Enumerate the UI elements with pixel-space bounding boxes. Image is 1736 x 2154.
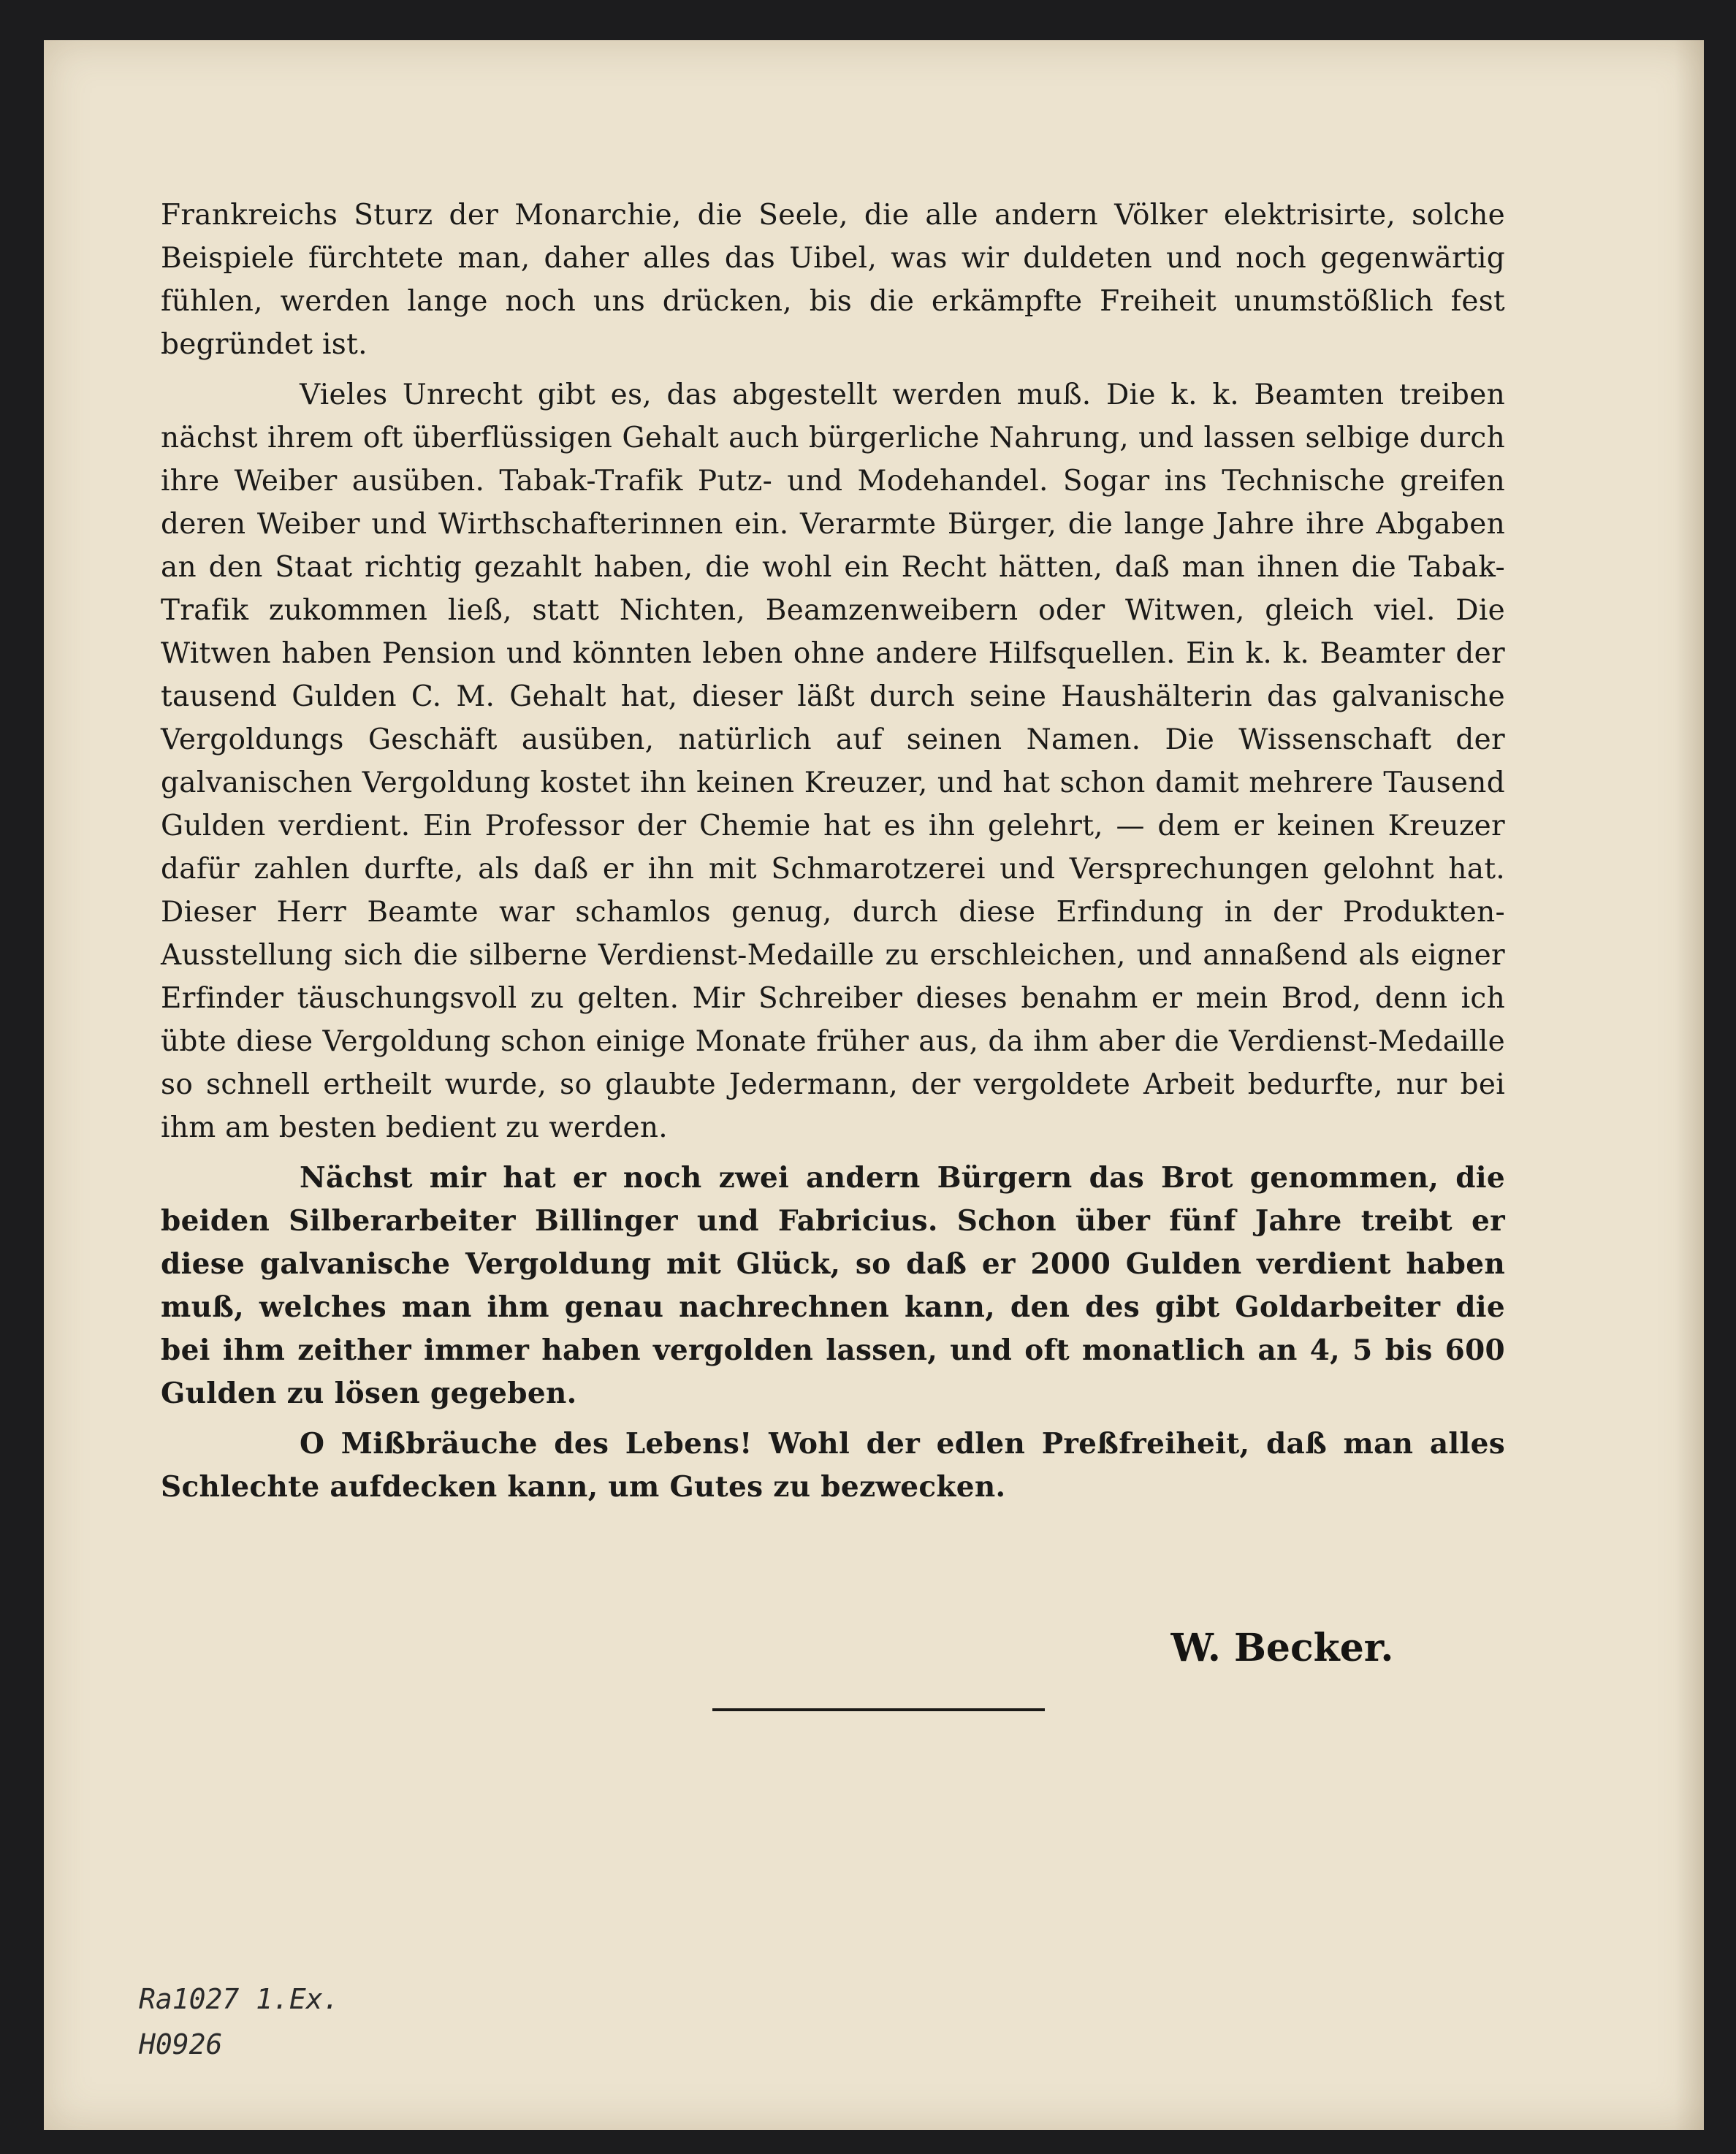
paper-edge-shadow — [1675, 40, 1704, 2130]
paragraph-3: Nächst mir hat er noch zwei andern Bürgern das Brot genommen, die beiden Silberarbeiter Billinger und Fabricius. Schon über fünf Jahre treibt er diese galvanische Vergoldung mit Glück, so daß er 2000 Gulden verdient haben muß, welches man ihm genau nachrechnen kann, den des gibt Goldarbeiter die bei ihm zeither immer haben vergolden lassen, und oft monatlich an 4, 5 bis 600 Gulden zu lösen gegeben. — [161, 1161, 1505, 1410]
closing-rule — [712, 1708, 1045, 1711]
signature: W. Becker. — [1170, 1626, 1394, 1670]
document-body — [161, 194, 1505, 1516]
paragraph-2: Vieles Unrecht gibt es, das abgestellt werden muß. Die k. k. Beamten treiben nächst ihrem oft überflüssigen Gehalt auch bürgerliche Nahrung, und lassen selbige durch ihre Weiber ausüben. Tabak-Trafik Putz- und Modehandel. Sogar ins Technische greifen deren Weiber und Wirthschafterinnen ein. Verarmte Bürger, die lange Jahre ihre Abgaben an den Staat richtig gezahlt haben, die wohl ein Recht hätten, daß man ihnen die Tabak-Trafik zukommen ließ, statt Nichten, Beamzenweibern oder Witwen, gleich viel. Die Witwen haben Pension und könnten leben ohne andere Hilfsquellen. Ein k. k. Beamter der tausend Gulden C. M. Gehalt hat, dieser läßt durch seine Haushälterin das galvanische Vergoldungs Geschäft ausüben, natürlich auf seinen Namen. Die Wissenschaft der galvanischen Vergoldung kostet ihn keinen Kreuzer, und hat schon damit mehrere Tausend Gulden verdient. Ein Professor der Chemie hat es ihn gelehrt, — dem er keinen Kreuzer dafür zahlen durfte, als daß er ihn mit Schmarotzerei und Versprechungen gelohnt hat. Dieser Herr Beamte war schamlos genug, durch diese Erfindung in der Produkten-Ausstellung sich die silberne Verdienst-Medaille zu erschleichen, und annaßend als eigner Erfinder täuschungsvoll zu gelten. Mir Schreiber dieses benahm er mein Brod, denn ich übte diese Vergoldung schon einige Monate früher aus, da ihm aber die Verdienst-Medaille so schnell ertheilt wurde, so glaubte Jedermann, der vergoldete Arbeit bedurfte, nur bei ihm am besten bedient zu werden. — [161, 378, 1505, 1144]
shelfmark-line-1: Ra1027 1.Ex. — [139, 1983, 340, 2015]
archive-shelfmark — [139, 1976, 340, 2067]
paragraph-4: O Mißbräuche des Lebens! Wohl der edlen Preßfreiheit, daß man alles Schlechte aufdecken kann, um Gutes zu bezwecken. — [161, 1427, 1505, 1504]
paragraph-1: Frankreichs Sturz der Monarchie, die Seele, die alle andern Völker elektrisirte, solche Beispiele fürchtete man, daher alles das Uibel, was wir duldeten und noch gegenwärtig fühlen, werden lange noch uns drücken, bis die erkämpfte Freiheit unumstößlich fest begründet ist. — [161, 199, 1505, 361]
shelfmark-line-2: H0926 — [139, 2028, 223, 2060]
